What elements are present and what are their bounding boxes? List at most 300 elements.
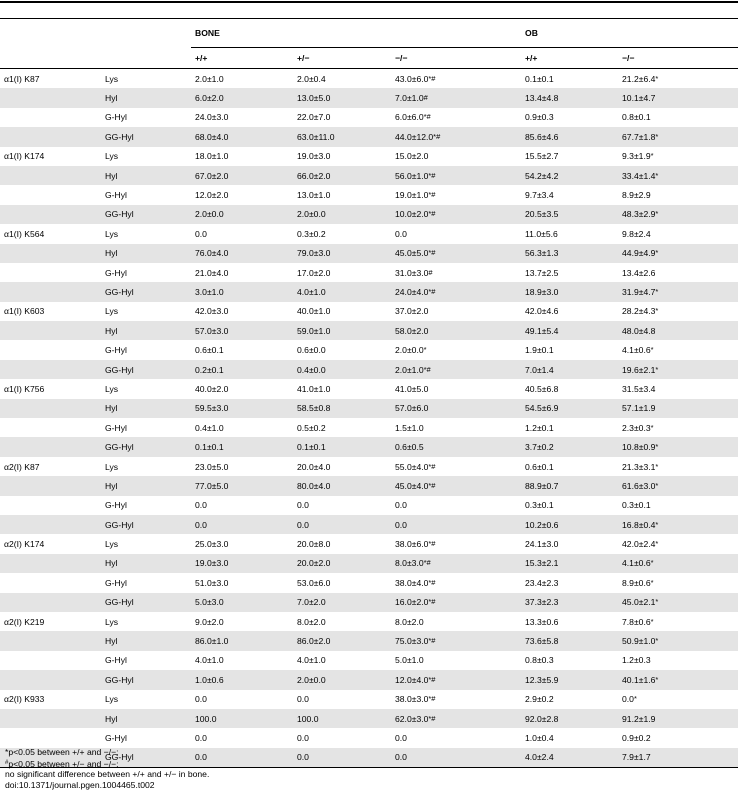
value-text: 21.2±6.4 xyxy=(622,73,656,84)
value-cell xyxy=(618,263,738,282)
table-row xyxy=(0,185,738,204)
residue-type-cell: GG-Hyl xyxy=(101,670,191,689)
value-cell xyxy=(521,690,618,709)
significance-marker: * xyxy=(655,131,659,141)
value-text: 0.0 xyxy=(297,694,309,705)
value-cell xyxy=(521,185,618,204)
value-cell xyxy=(191,651,293,670)
site-cell xyxy=(0,631,101,650)
value-text: 9.3±1.9 xyxy=(622,151,651,162)
value-text: 0.9±0.2 xyxy=(622,732,651,743)
residue-type-cell: GG-Hyl xyxy=(101,437,191,456)
value-text: 45.0±5.0 xyxy=(395,248,429,259)
residue-type-cell: Lys xyxy=(105,539,119,550)
site-cell: α2(I) K933 xyxy=(4,694,45,705)
significance-marker: * xyxy=(655,636,659,646)
value-text: 12.0±2.0 xyxy=(195,190,229,201)
value-cell xyxy=(391,496,521,515)
value-cell xyxy=(618,670,738,689)
table-body xyxy=(0,69,738,768)
value-cell xyxy=(293,534,391,553)
value-text: 0.4±1.0 xyxy=(195,422,224,433)
significance-marker: * xyxy=(655,170,659,180)
value-text: 92.0±2.8 xyxy=(525,713,559,724)
value-text: 76.0±4.0 xyxy=(195,248,229,259)
residue-type-cell: GG-Hyl xyxy=(101,515,191,534)
value-text: 2.0±1.0 xyxy=(195,73,224,84)
value-cell xyxy=(391,69,521,89)
value-text: 0.1±0.1 xyxy=(525,73,554,84)
value-text: 0.0 xyxy=(297,500,309,511)
residue-type-cell: G-Hyl xyxy=(105,500,127,511)
value-cell xyxy=(521,612,618,631)
value-cell xyxy=(521,205,618,224)
value-cell xyxy=(293,651,391,670)
significance-marker: *# xyxy=(428,190,436,200)
value-cell xyxy=(618,437,738,456)
table-row xyxy=(0,224,738,243)
value-cell xyxy=(391,593,521,612)
significance-marker: *# xyxy=(428,170,436,180)
residue-type-cell: GG-Hyl xyxy=(101,127,191,146)
value-cell xyxy=(391,748,521,768)
value-cell xyxy=(521,496,618,515)
value-text: 63.0±11.0 xyxy=(297,131,335,142)
value-text: 9.0±2.0 xyxy=(195,616,224,627)
value-text: 48.3±2.9 xyxy=(622,209,656,220)
value-cell xyxy=(618,282,738,301)
value-text: 0.6±0.5 xyxy=(395,442,424,453)
value-cell xyxy=(293,437,391,456)
table-row xyxy=(0,88,738,107)
value-cell xyxy=(618,573,738,592)
table-row xyxy=(0,534,738,553)
value-text: 0.0 xyxy=(395,228,407,239)
value-text: 7.0±1.4 xyxy=(525,364,554,375)
value-text: 13.0±1.0 xyxy=(297,190,331,201)
ob-header: OB xyxy=(521,19,738,48)
doi-text: doi:10.1371/journal.pgen.1004465.t002 xyxy=(5,779,155,790)
significance-marker: * xyxy=(650,422,654,432)
value-cell xyxy=(391,457,521,476)
value-cell xyxy=(521,554,618,573)
residue-type-cell: Lys xyxy=(105,694,119,705)
table-row xyxy=(0,302,738,321)
value-cell xyxy=(391,321,521,340)
significance-marker: *# xyxy=(428,636,436,646)
significance-marker: # xyxy=(423,93,428,103)
value-cell xyxy=(293,244,391,263)
site-cell xyxy=(0,573,101,592)
value-text: 80.0±4.0 xyxy=(297,480,331,491)
value-text: 12.0±4.0 xyxy=(395,674,429,685)
value-text: 43.0±6.0 xyxy=(395,73,429,84)
value-cell xyxy=(293,321,391,340)
residue-type-cell: G-Hyl xyxy=(105,577,127,588)
footnote-hash-symbol: # xyxy=(5,759,9,766)
value-cell xyxy=(391,108,521,127)
residue-type-cell: G-Hyl xyxy=(105,732,127,743)
value-text: 56.0±1.0 xyxy=(395,170,429,181)
value-text: 4.0±1.0 xyxy=(297,655,326,666)
top-rule xyxy=(0,1,738,3)
value-text: 12.3±5.9 xyxy=(525,674,559,685)
value-cell xyxy=(391,205,521,224)
value-cell xyxy=(618,147,738,166)
site-cell xyxy=(0,515,101,534)
significance-marker: *# xyxy=(423,364,431,374)
site-cell xyxy=(0,205,101,224)
value-cell xyxy=(293,205,391,224)
site-cell xyxy=(0,360,101,379)
value-text: 28.2±4.3 xyxy=(622,306,656,317)
value-cell xyxy=(191,127,293,146)
value-cell xyxy=(391,185,521,204)
value-cell xyxy=(391,399,521,418)
value-cell xyxy=(293,302,391,321)
value-text: 2.0±0.0 xyxy=(195,209,224,220)
value-text: 85.6±4.6 xyxy=(525,131,559,142)
value-cell xyxy=(391,631,521,650)
site-cell: α1(I) K756 xyxy=(4,383,45,394)
value-cell xyxy=(521,418,618,437)
site-cell xyxy=(0,321,101,340)
significance-marker: *# xyxy=(428,480,436,490)
value-cell xyxy=(191,554,293,573)
value-text: 42.0±2.4 xyxy=(622,539,656,550)
value-cell xyxy=(521,69,618,89)
site-cell: α1(I) K174 xyxy=(4,151,45,162)
value-cell xyxy=(191,185,293,204)
value-cell xyxy=(521,282,618,301)
value-cell xyxy=(618,418,738,437)
value-text: 2.9±0.2 xyxy=(525,694,554,705)
value-cell xyxy=(391,282,521,301)
value-cell xyxy=(618,205,738,224)
site-cell xyxy=(0,263,101,282)
value-text: 11.0±5.6 xyxy=(525,228,558,239)
value-cell xyxy=(191,437,293,456)
value-cell xyxy=(391,147,521,166)
value-text: 8.9±2.9 xyxy=(622,190,651,201)
value-cell xyxy=(618,360,738,379)
value-text: 0.0 xyxy=(395,519,407,530)
value-cell xyxy=(293,690,391,709)
value-text: 1.0±0.4 xyxy=(525,732,554,743)
value-cell xyxy=(391,88,521,107)
value-cell xyxy=(521,108,618,127)
value-cell xyxy=(618,631,738,650)
value-cell xyxy=(618,302,738,321)
value-cell xyxy=(618,88,738,107)
value-cell xyxy=(293,282,391,301)
value-text: 18.9±3.0 xyxy=(525,286,559,297)
value-text: 0.0 xyxy=(297,519,309,530)
value-cell xyxy=(293,728,391,747)
value-cell xyxy=(521,399,618,418)
value-cell xyxy=(521,340,618,359)
value-cell xyxy=(521,360,618,379)
table-row xyxy=(0,205,738,224)
value-cell xyxy=(391,360,521,379)
table-row xyxy=(0,690,738,709)
hydroxylation-table xyxy=(0,18,738,768)
value-text: 1.0±0.6 xyxy=(195,674,224,685)
value-cell xyxy=(191,515,293,534)
significance-marker: * xyxy=(650,151,654,161)
value-text: 59.0±1.0 xyxy=(297,325,331,336)
footnote-hash-line xyxy=(5,758,209,770)
value-cell xyxy=(293,399,391,418)
value-text: 40.1±1.6 xyxy=(622,674,656,685)
value-text: 58.0±2.0 xyxy=(395,325,429,336)
value-text: 57.0±6.0 xyxy=(395,403,429,414)
value-cell xyxy=(391,554,521,573)
value-cell xyxy=(191,302,293,321)
value-text: 86.0±1.0 xyxy=(195,636,229,647)
significance-marker: * xyxy=(650,616,654,626)
value-cell xyxy=(191,108,293,127)
significance-marker: *# xyxy=(428,209,436,219)
value-cell xyxy=(391,651,521,670)
footnotes xyxy=(5,747,209,790)
value-text: 100.0 xyxy=(195,713,217,724)
value-cell xyxy=(191,224,293,243)
value-text: 0.1±0.1 xyxy=(195,442,224,453)
table-row xyxy=(0,593,738,612)
ob-wt-header: +/+ xyxy=(521,48,618,69)
residue-type-cell: Lys xyxy=(105,306,119,317)
residue-type-cell: G-Hyl xyxy=(105,655,127,666)
value-text: 8.0±2.0 xyxy=(395,616,424,627)
significance-marker: * xyxy=(655,461,659,471)
value-cell xyxy=(618,554,738,573)
value-text: 19.0±3.0 xyxy=(297,151,331,162)
value-cell xyxy=(521,457,618,476)
value-text: 68.0±4.0 xyxy=(195,131,229,142)
bone-header: BONE xyxy=(191,19,521,48)
table-row xyxy=(0,379,738,398)
value-text: 7.0±2.0 xyxy=(297,597,326,608)
value-text: 55.0±4.0 xyxy=(395,461,429,472)
value-cell xyxy=(391,728,521,747)
site-cell xyxy=(0,476,101,495)
value-text: 2.0±0.0 xyxy=(395,345,424,356)
value-cell xyxy=(191,379,293,398)
significance-marker: * xyxy=(655,539,659,549)
value-cell xyxy=(521,670,618,689)
value-text: 6.0±2.0 xyxy=(195,93,224,104)
value-cell xyxy=(521,127,618,146)
value-text: 33.4±1.4 xyxy=(622,170,656,181)
value-text: 0.8±0.1 xyxy=(622,112,651,123)
value-text: 51.0±3.0 xyxy=(195,577,229,588)
footnote-nosig: no significant difference between +/+ and +/− in bone. xyxy=(5,769,210,779)
value-cell xyxy=(521,244,618,263)
value-text: 24.0±4.0 xyxy=(395,286,429,297)
value-cell xyxy=(521,437,618,456)
value-text: 38.0±3.0 xyxy=(395,694,429,705)
table-row xyxy=(0,418,738,437)
significance-marker: *# xyxy=(428,597,436,607)
value-text: 75.0±3.0 xyxy=(395,636,429,647)
value-text: 16.8±0.4 xyxy=(622,519,656,530)
value-text: 0.0 xyxy=(297,752,309,763)
site-cell xyxy=(0,418,101,437)
value-cell xyxy=(293,748,391,768)
value-cell xyxy=(391,670,521,689)
value-cell xyxy=(191,593,293,612)
site-cell xyxy=(0,437,101,456)
site-cell: α1(I) K87 xyxy=(4,73,40,84)
value-cell xyxy=(391,709,521,728)
residue-type-cell: Lys xyxy=(105,228,119,239)
site-cell: α2(I) K219 xyxy=(4,616,45,627)
table-row xyxy=(0,612,738,631)
value-text: 0.1±0.1 xyxy=(297,442,326,453)
value-text: 20.0±8.0 xyxy=(297,539,331,550)
value-text: 21.3±3.1 xyxy=(622,461,656,472)
residue-type-cell: G-Hyl xyxy=(105,345,127,356)
value-cell xyxy=(191,69,293,89)
value-text: 3.7±0.2 xyxy=(525,442,554,453)
value-cell xyxy=(191,690,293,709)
value-text: 0.0 xyxy=(395,752,407,763)
value-text: 8.0±3.0 xyxy=(395,558,424,569)
value-cell xyxy=(618,593,738,612)
residue-type-cell: G-Hyl xyxy=(105,190,127,201)
footnote-hash: p<0.05 between +/− and −/−; xyxy=(8,758,119,769)
value-text: 49.1±5.4 xyxy=(525,325,559,336)
table-row xyxy=(0,476,738,495)
value-text: 21.0±4.0 xyxy=(195,267,229,278)
bone-wt-header: +/+ xyxy=(191,48,293,69)
table-row xyxy=(0,244,738,263)
residue-type-cell: Hyl xyxy=(101,709,191,728)
value-cell xyxy=(191,244,293,263)
value-cell xyxy=(293,496,391,515)
value-cell xyxy=(191,282,293,301)
significance-marker: *# xyxy=(433,131,441,141)
residue-type-cell: GG-Hyl xyxy=(101,593,191,612)
value-cell xyxy=(618,244,738,263)
value-cell xyxy=(618,108,738,127)
site-cell xyxy=(0,554,101,573)
significance-marker: * xyxy=(655,442,659,452)
value-cell xyxy=(618,612,738,631)
value-cell xyxy=(191,670,293,689)
value-text: 1.9±0.1 xyxy=(525,345,554,356)
value-text: 66.0±2.0 xyxy=(297,170,331,181)
table-row xyxy=(0,282,738,301)
site-cell xyxy=(0,496,101,515)
value-cell xyxy=(521,709,618,728)
value-cell xyxy=(293,166,391,185)
residue-type-cell: Hyl xyxy=(101,631,191,650)
value-text: 0.0 xyxy=(195,732,207,743)
site-cell xyxy=(0,88,101,107)
significance-marker: * xyxy=(655,286,659,296)
value-text: 0.0 xyxy=(297,732,309,743)
value-cell xyxy=(521,593,618,612)
residue-type-cell: GG-Hyl xyxy=(101,205,191,224)
value-text: 38.0±6.0 xyxy=(395,539,429,550)
table-row xyxy=(0,496,738,515)
significance-marker: *# xyxy=(423,558,431,568)
value-cell xyxy=(391,166,521,185)
site-cell: α1(I) K564 xyxy=(4,228,45,239)
site-cell xyxy=(0,728,101,747)
value-text: 24.0±3.0 xyxy=(195,112,229,123)
value-text: 25.0±3.0 xyxy=(195,539,229,550)
significance-marker: *# xyxy=(428,674,436,684)
value-text: 15.0±2.0 xyxy=(395,151,429,162)
value-cell xyxy=(293,224,391,243)
value-text: 0.0 xyxy=(195,519,207,530)
value-cell xyxy=(521,651,618,670)
residue-type-cell: G-Hyl xyxy=(105,112,127,123)
value-cell xyxy=(618,515,738,534)
value-text: 48.0±4.8 xyxy=(622,325,656,336)
value-cell xyxy=(521,476,618,495)
value-text: 57.0±3.0 xyxy=(195,325,229,336)
value-cell xyxy=(293,418,391,437)
table-row xyxy=(0,166,738,185)
significance-marker: * xyxy=(633,694,637,704)
value-text: 10.1±4.7 xyxy=(622,93,656,104)
value-text: 15.3±2.1 xyxy=(525,558,559,569)
value-cell xyxy=(521,573,618,592)
table-row xyxy=(0,670,738,689)
value-cell xyxy=(618,166,738,185)
value-cell xyxy=(191,496,293,515)
value-cell xyxy=(391,263,521,282)
table-row xyxy=(0,340,738,359)
site-cell xyxy=(0,593,101,612)
significance-marker: *# xyxy=(428,286,436,296)
value-text: 42.0±4.6 xyxy=(525,306,559,317)
significance-marker: *# xyxy=(428,694,436,704)
value-text: 13.4±2.6 xyxy=(622,267,656,278)
value-cell xyxy=(293,185,391,204)
table-row xyxy=(0,437,738,456)
site-cell xyxy=(0,244,101,263)
value-cell xyxy=(191,360,293,379)
residue-type-cell: GG-Hyl xyxy=(101,360,191,379)
bone-ko-header: −/− xyxy=(391,48,521,69)
value-cell xyxy=(521,534,618,553)
residue-type-cell: GG-Hyl xyxy=(101,282,191,301)
value-cell xyxy=(521,166,618,185)
value-text: 3.0±1.0 xyxy=(195,286,224,297)
value-text: 8.9±0.6 xyxy=(622,577,651,588)
value-cell xyxy=(293,127,391,146)
value-text: 40.5±6.8 xyxy=(525,383,559,394)
value-text: 54.5±6.9 xyxy=(525,403,559,414)
value-text: 1.2±0.1 xyxy=(525,422,554,433)
value-text: 5.0±3.0 xyxy=(195,597,224,608)
value-cell xyxy=(618,534,738,553)
value-text: 19.0±1.0 xyxy=(395,190,429,201)
table-row xyxy=(0,573,738,592)
value-cell xyxy=(293,108,391,127)
value-text: 44.9±4.9 xyxy=(622,248,656,259)
value-text: 0.3±0.2 xyxy=(297,228,326,239)
value-cell xyxy=(293,476,391,495)
value-cell xyxy=(293,515,391,534)
significance-marker: * xyxy=(650,577,654,587)
residue-type-cell: Hyl xyxy=(101,244,191,263)
